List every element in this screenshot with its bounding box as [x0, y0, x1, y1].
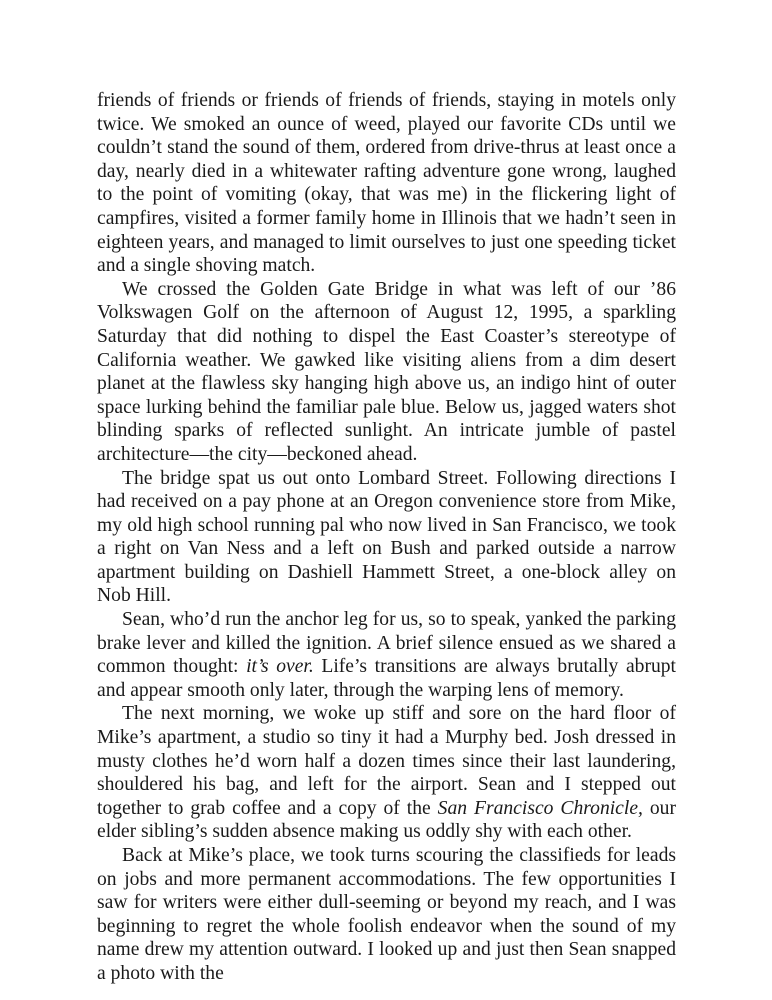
- paragraph: We crossed the Golden Gate Bridge in what was left of our ’86 Volkswagen Golf on the afternoon of August 12, 1995, a sparkling Saturday that did nothing to dispel the East Coaster’s stereotype of California weather. We gawked like visiting aliens from a dim desert planet at the flawless sky hanging high above us, an indigo hint of outer space lurking behind the familiar pale blue. Below us, jagged waters shot blinding sparks of reflected sunlight. An intricate jumble of pastel architecture—the city—beckoned ahead.: [97, 278, 676, 465]
- paragraph: The bridge spat us out onto Lombard Street. Following directions I had received on a pay phone at an Oregon convenience store from Mike, my old high school running pal who now lived in San Francisco, we took a right on Van Ness and a left on Bush and parked outside a narrow apartment building on Dashiell Hammett Street, a one-block alley on Nob Hill.: [97, 467, 676, 607]
- paragraph: friends of friends or friends of friends of friends, staying in motels only twice. We smoked an ounce of weed, played our favorite CDs until we couldn’t stand the sound of them, ordered from drive-thrus at least once a day, nearly died in a whitewater rafting adventure gone wrong, laughed to the point of vomiting (okay, that was me) in the flickering light of campfires, visited a former family home in Illinois that we hadn’t seen in eighteen years, and managed to limit ourselves to just one speeding ticket and a single shoving match.: [97, 90, 676, 277]
- newspaper-title: San Francisco Chronicle,: [437, 797, 643, 819]
- paragraph: [97, 608, 676, 702]
- paragraph-text: Life’s transitions are always brutally abrupt and appear smooth only later, through the warping lens of memory.: [97, 656, 677, 701]
- paragraph-text: Sean, who’d run the anchor leg for us, so to speak, yanked the parking brake lever and killed the ignition. A brief silence ensued as we shared a common thought:: [97, 609, 676, 678]
- paragraph: Back at Mike’s place, we took turns scouring the classifieds for leads on jobs and more permanent accommodations. The few opportunities I saw for writers were either dull-seeming or beyond my reach, and I was beginning to regret the whole foolish endeavor when the sound of my name drew my attention outward. I looked up and just then Sean snapped a photo with the: [97, 845, 676, 984]
- paragraph-text: The next morning, we woke up stiff and sore on the hard floor of Mike’s apartment, a studio so tiny it had a Murphy bed. Josh dressed in musty clothes he’d worn half a dozen times since their last laundering, shouldered his bag, and left for the airport. Sean and I stepped out together to grab coffee and a copy of the: [97, 703, 676, 819]
- emphasis-text: it’s over.: [246, 656, 314, 678]
- paragraph-text: our elder sibling’s sudden absence making us oddly shy with each other.: [97, 797, 676, 843]
- paragraph: [97, 702, 676, 844]
